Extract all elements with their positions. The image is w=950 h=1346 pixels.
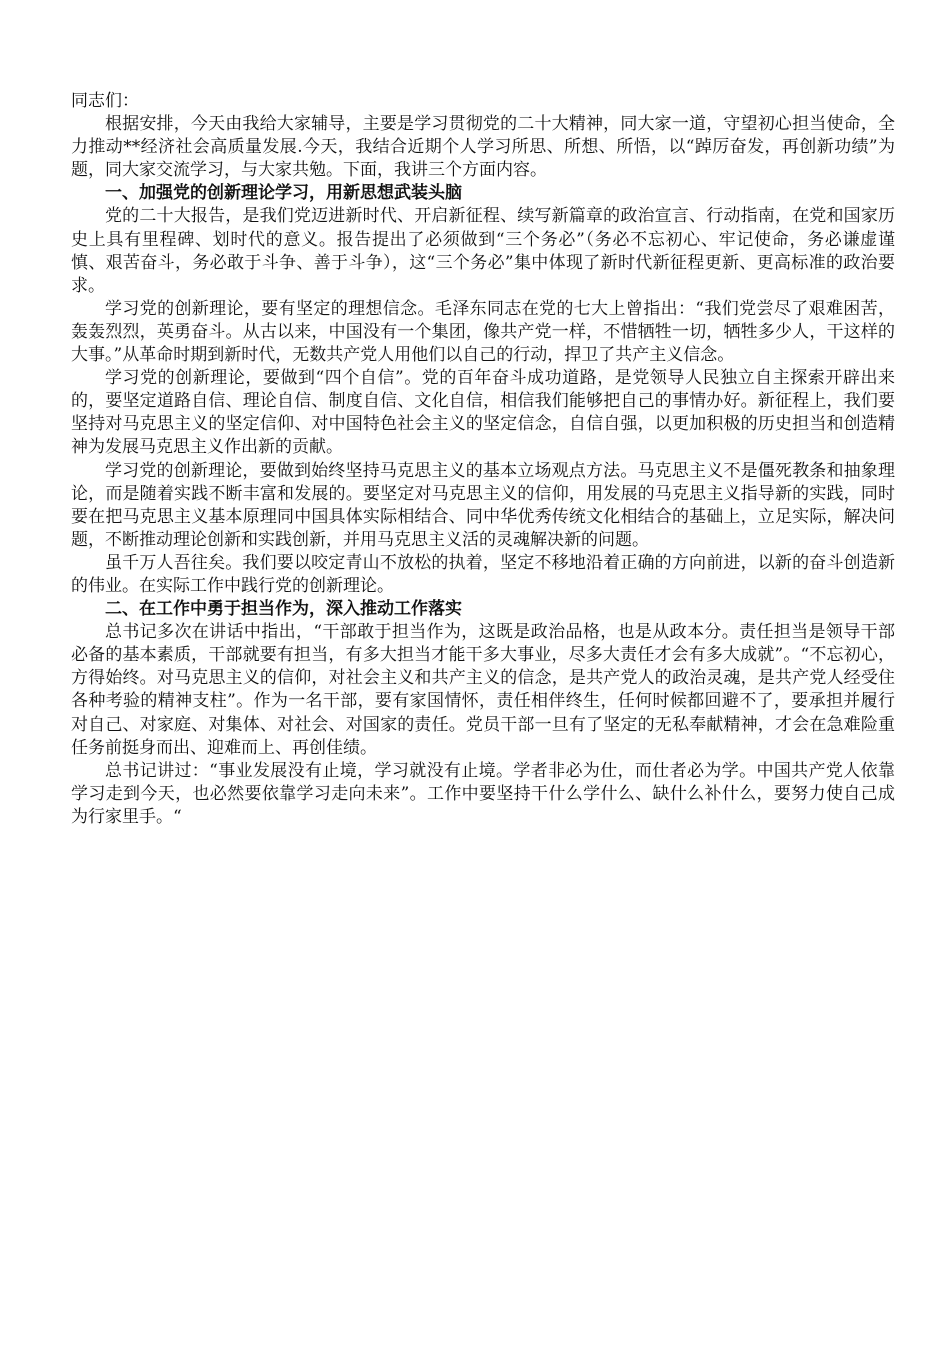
section-2-paragraph-2: 总书记讲过：“事业发展没有止境，学习就没有止境。学者非必为仕，而仕者必为学。中国共产党人依靠学习走到今天，也必然要依靠学习走向未来”。工作中要坚持干什么学什么、缺什么补什么，要努力使自己成为行家里手。“	[71, 760, 895, 827]
section-1-paragraph-2: 学习党的创新理论，要有坚定的理想信念。毛泽东同志在党的七大上曾指出：“我们党尝尽了艰难困苦，轰轰烈烈，英勇奋斗。从古以来，中国没有一个集团，像共产党一样，不惜牺牲一切，牺牲多少人，干这样的大事。”从革命时期到新时代，无数共产党人用他们以自己的行动，捍卫了共产主义信念。	[71, 298, 895, 366]
section-1-paragraph-1: 党的二十大报告，是我们党迈进新时代、开启新征程、续写新篇章的政治宣言、行动指南，在党和国家历史上具有里程碑、划时代的意义。报告提出了必须做到“三个务必”（务必不忘初心、牢记使命，务必谦虚谨慎、艰苦奋斗，务必敢于斗争、善于斗争），这“三个务必”集中体现了新时代新征程更新、更高标准的政治要求。	[71, 206, 895, 296]
document-page	[71, 90, 895, 829]
section-heading-1: 一、加强党的创新理论学习，用新思想武装头脑	[105, 183, 462, 204]
section-1-paragraph-4: 学习党的创新理论，要做到始终坚持马克思主义的基本立场观点方法。马克思主义不是僵死教条和抽象理论，而是随着实践不断丰富和发展的。要坚定对马克思主义的信仰，用发展的马克思主义指导新的实践，同时要在把马克思主义基本原理同中国具体实际相结合、同中华优秀传统文化相结合的基础上，立足实际，解决问题，不断推动理论创新和实践创新，并用马克思主义活的灵魂解决新的问题。	[71, 460, 895, 550]
section-heading-2: 二、在工作中勇于担当作为，深入推动工作落实	[105, 599, 462, 620]
section-1-paragraph-3: 学习党的创新理论，要做到“四个自信”。党的百年奋斗成功道路，是党领导人民独立自主探索开辟出来的，要坚定道路自信、理论自信、制度自信、文化自信，相信我们能够把自己的事情办好。新征程上，我们要坚持对马克思主义的坚定信仰、对中国特色社会主义的坚定信念，自信自强，以更加积极的历史担当和创造精神为发展马克思主义作出新的贡献。	[71, 368, 895, 458]
section-2-paragraph-1: 总书记多次在讲话中指出，“干部敢于担当作为，这既是政治品格，也是从政本分。责任担当是领导干部必备的基本素质，干部就要有担当，有多大担当才能干多大事业，尽多大责任才会有多大成就”。“不忘初心，方得始终。对马克思主义的信仰，对社会主义和共产主义的信念，是共产党人的政治灵魂，是共产党人经受住各种考验的精神支柱”。作为一名干部，要有家国情怀，责任相伴终生，任何时候都回避不了，要承担并履行对自己、对家庭、对集体、对社会、对国家的责任。党员干部一旦有了坚定的无私奉献精神，才会在急难险重任务前挺身而出、迎难而上、再创佳绩。	[71, 622, 895, 758]
section-1-paragraph-5: 虽千万人吾往矣。我们要以咬定青山不放松的执着，坚定不移地沿着正确的方向前进，以新的奋斗创造新的伟业。在实际工作中践行党的创新理论。	[71, 552, 895, 596]
intro-paragraph: 根据安排，今天由我给大家辅导，主要是学习贯彻党的二十大精神，同大家一道，守望初心担当使命，全力推动**经济社会高质量发展.今天，我结合近期个人学习所思、所想、所悟，以“踔厉奋发，再创新功绩”为题，同大家交流学习，与大家共勉。下面，我讲三个方面内容。	[71, 114, 895, 181]
salutation: 同志们：	[71, 91, 139, 111]
